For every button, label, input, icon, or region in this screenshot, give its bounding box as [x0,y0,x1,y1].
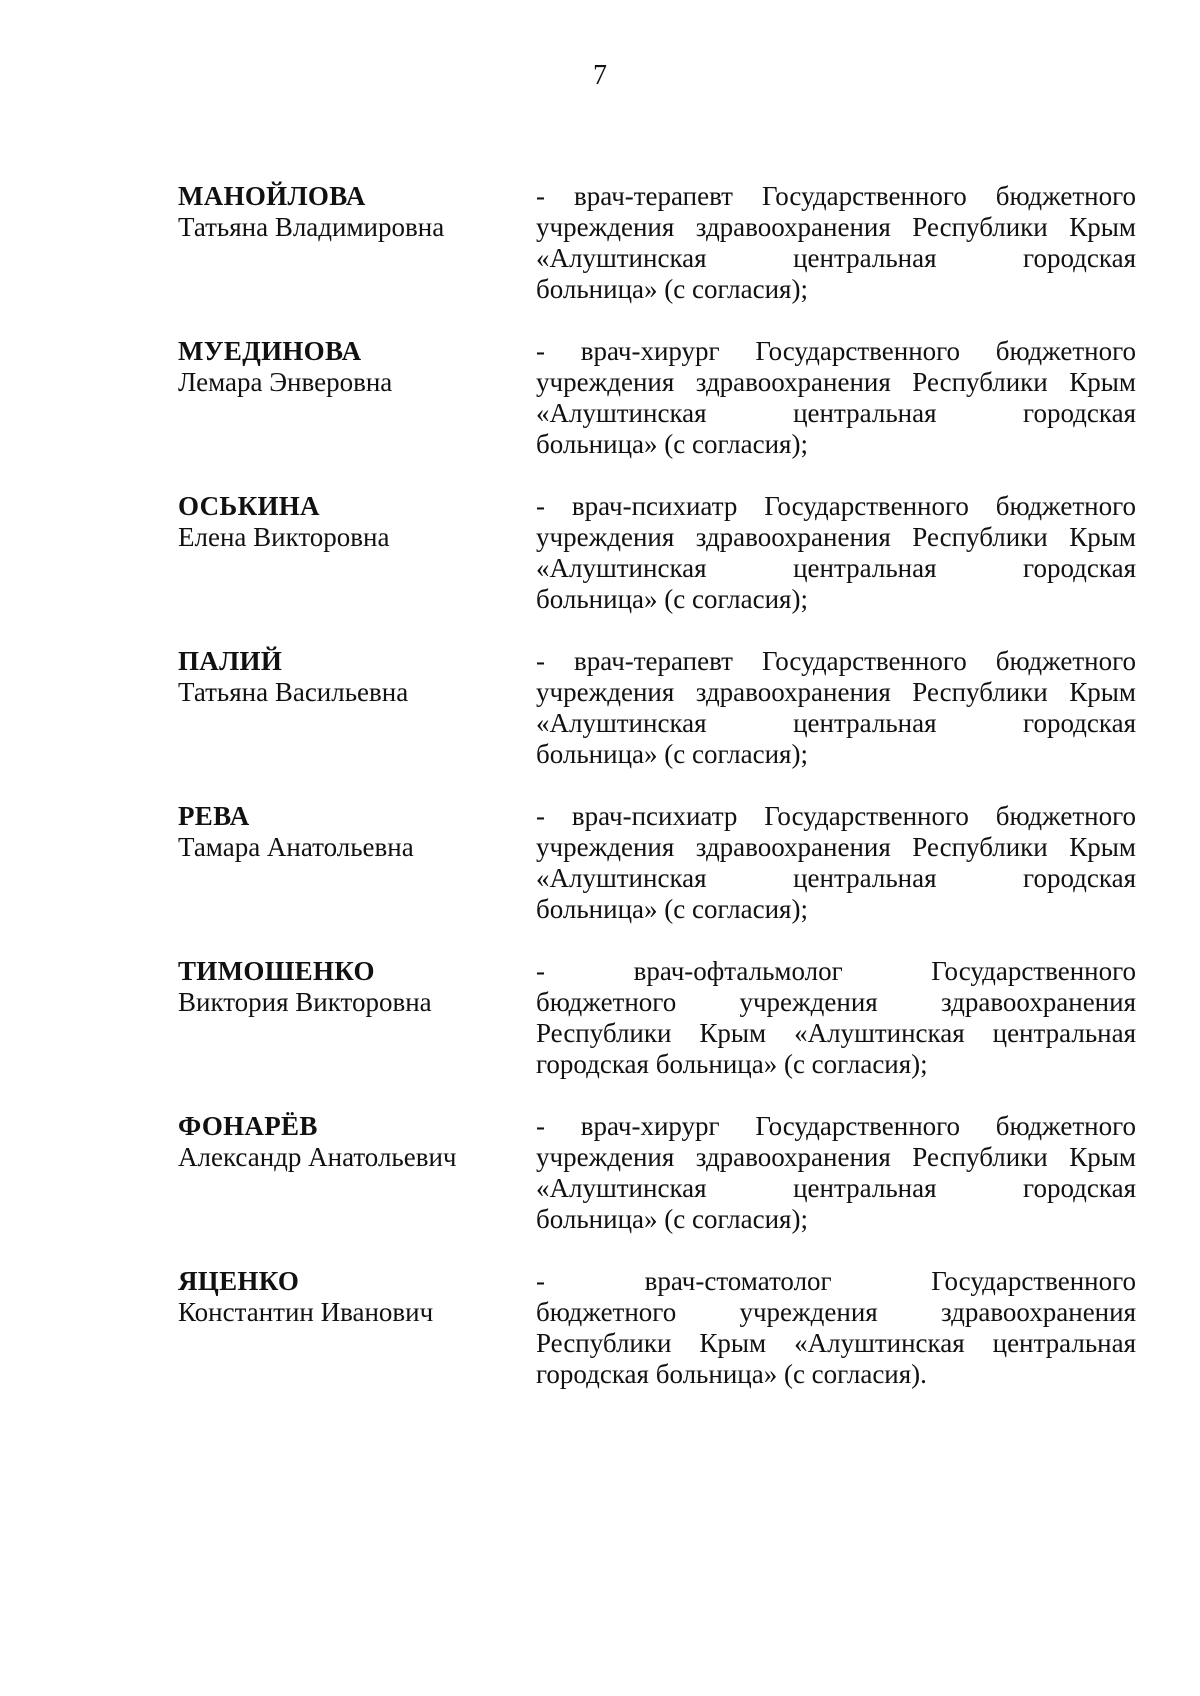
member-entry [178,336,1136,491]
member-surname: МУЕДИНОВА [178,336,362,366]
member-entry [178,181,1136,336]
role-line: больница» (с согласия); [536,274,808,304]
role-line: больница» (с согласия); [536,1204,808,1234]
member-given-names: Лемара Энверовна [178,367,393,397]
member-name-block [178,1111,536,1266]
role-line: больница» (с согласия); [536,894,808,924]
role-line: учреждения здравоохранения Республики Крым [536,212,1136,242]
role-line: - врач-терапевт Государственного бюджетного [536,646,1136,676]
member-given-names: Елена Викторовна [178,522,390,552]
role-line: Республики Крым «Алуштинская центральная [536,1328,1136,1358]
role-line: городская больница» (с согласия). [536,1359,927,1389]
member-entry [178,801,1136,956]
role-line: - врач-психиатр Государственного бюджетного [536,491,1136,521]
member-role [536,801,1136,956]
member-given-names: Татьяна Васильевна [178,677,409,707]
member-role [536,491,1136,646]
page-number: 7 [593,60,607,91]
member-name-block [178,956,536,1111]
member-entry [178,956,1136,1111]
role-line: бюджетного учреждения здравоохранения [536,1297,1136,1327]
role-line: больница» (с согласия); [536,584,808,614]
role-line: - врач-офтальмолог Государственного [536,956,1136,986]
member-name-block [178,801,536,956]
member-role [536,1111,1136,1266]
role-line: учреждения здравоохранения Республики Крым [536,367,1136,397]
member-entry [178,491,1136,646]
member-surname: ФОНАРЁВ [178,1111,318,1141]
member-surname: ЯЦЕНКО [178,1266,300,1296]
role-line: «Алуштинская центральная городская [536,708,1136,738]
member-role [536,1266,1136,1421]
member-role [536,956,1136,1111]
member-role [536,646,1136,801]
member-given-names: Тамара Анатольевна [178,832,414,862]
role-line: «Алуштинская центральная городская [536,398,1136,428]
member-role [536,336,1136,491]
role-line: - врач-хирург Государственного бюджетного [536,1111,1136,1141]
member-surname: ТИМОШЕНКО [178,956,375,986]
member-entry [178,1111,1136,1266]
member-given-names: Александр Анатольевич [178,1142,457,1172]
member-surname: МАНОЙЛОВА [178,181,366,211]
role-line: Республики Крым «Алуштинская центральная [536,1018,1136,1048]
member-name-block [178,491,536,646]
role-line: - врач-терапевт Государственного бюджетного [536,181,1136,211]
role-line: - врач-хирург Государственного бюджетного [536,336,1136,366]
member-surname: РЕВА [178,801,250,831]
role-line: - врач-стоматолог Государственного [536,1266,1136,1296]
role-line: больница» (с согласия); [536,429,808,459]
member-list [178,181,1136,1421]
role-line: больница» (с согласия); [536,739,808,769]
member-given-names: Виктория Викторовна [178,987,432,1017]
member-name-block [178,336,536,491]
role-line: бюджетного учреждения здравоохранения [536,987,1136,1017]
member-surname: ОСЬКИНА [178,491,320,521]
member-entry [178,1266,1136,1421]
member-name-block [178,646,536,801]
role-line: учреждения здравоохранения Республики Крым [536,832,1136,862]
member-surname: ПАЛИЙ [178,646,283,676]
role-line: учреждения здравоохранения Республики Крым [536,1142,1136,1172]
member-name-block [178,1266,536,1421]
role-line: учреждения здравоохранения Республики Крым [536,522,1136,552]
role-line: «Алуштинская центральная городская [536,243,1136,273]
role-line: «Алуштинская центральная городская [536,553,1136,583]
member-role [536,181,1136,336]
role-line: городская больница» (с согласия); [536,1049,928,1079]
member-name-block [178,181,536,336]
member-entry [178,646,1136,801]
role-line: «Алуштинская центральная городская [536,1173,1136,1203]
member-given-names: Константин Иванович [178,1297,434,1327]
role-line: «Алуштинская центральная городская [536,863,1136,893]
role-line: - врач-психиатр Государственного бюджетного [536,801,1136,831]
role-line: учреждения здравоохранения Республики Крым [536,677,1136,707]
member-given-names: Татьяна Владимировна [178,212,445,242]
